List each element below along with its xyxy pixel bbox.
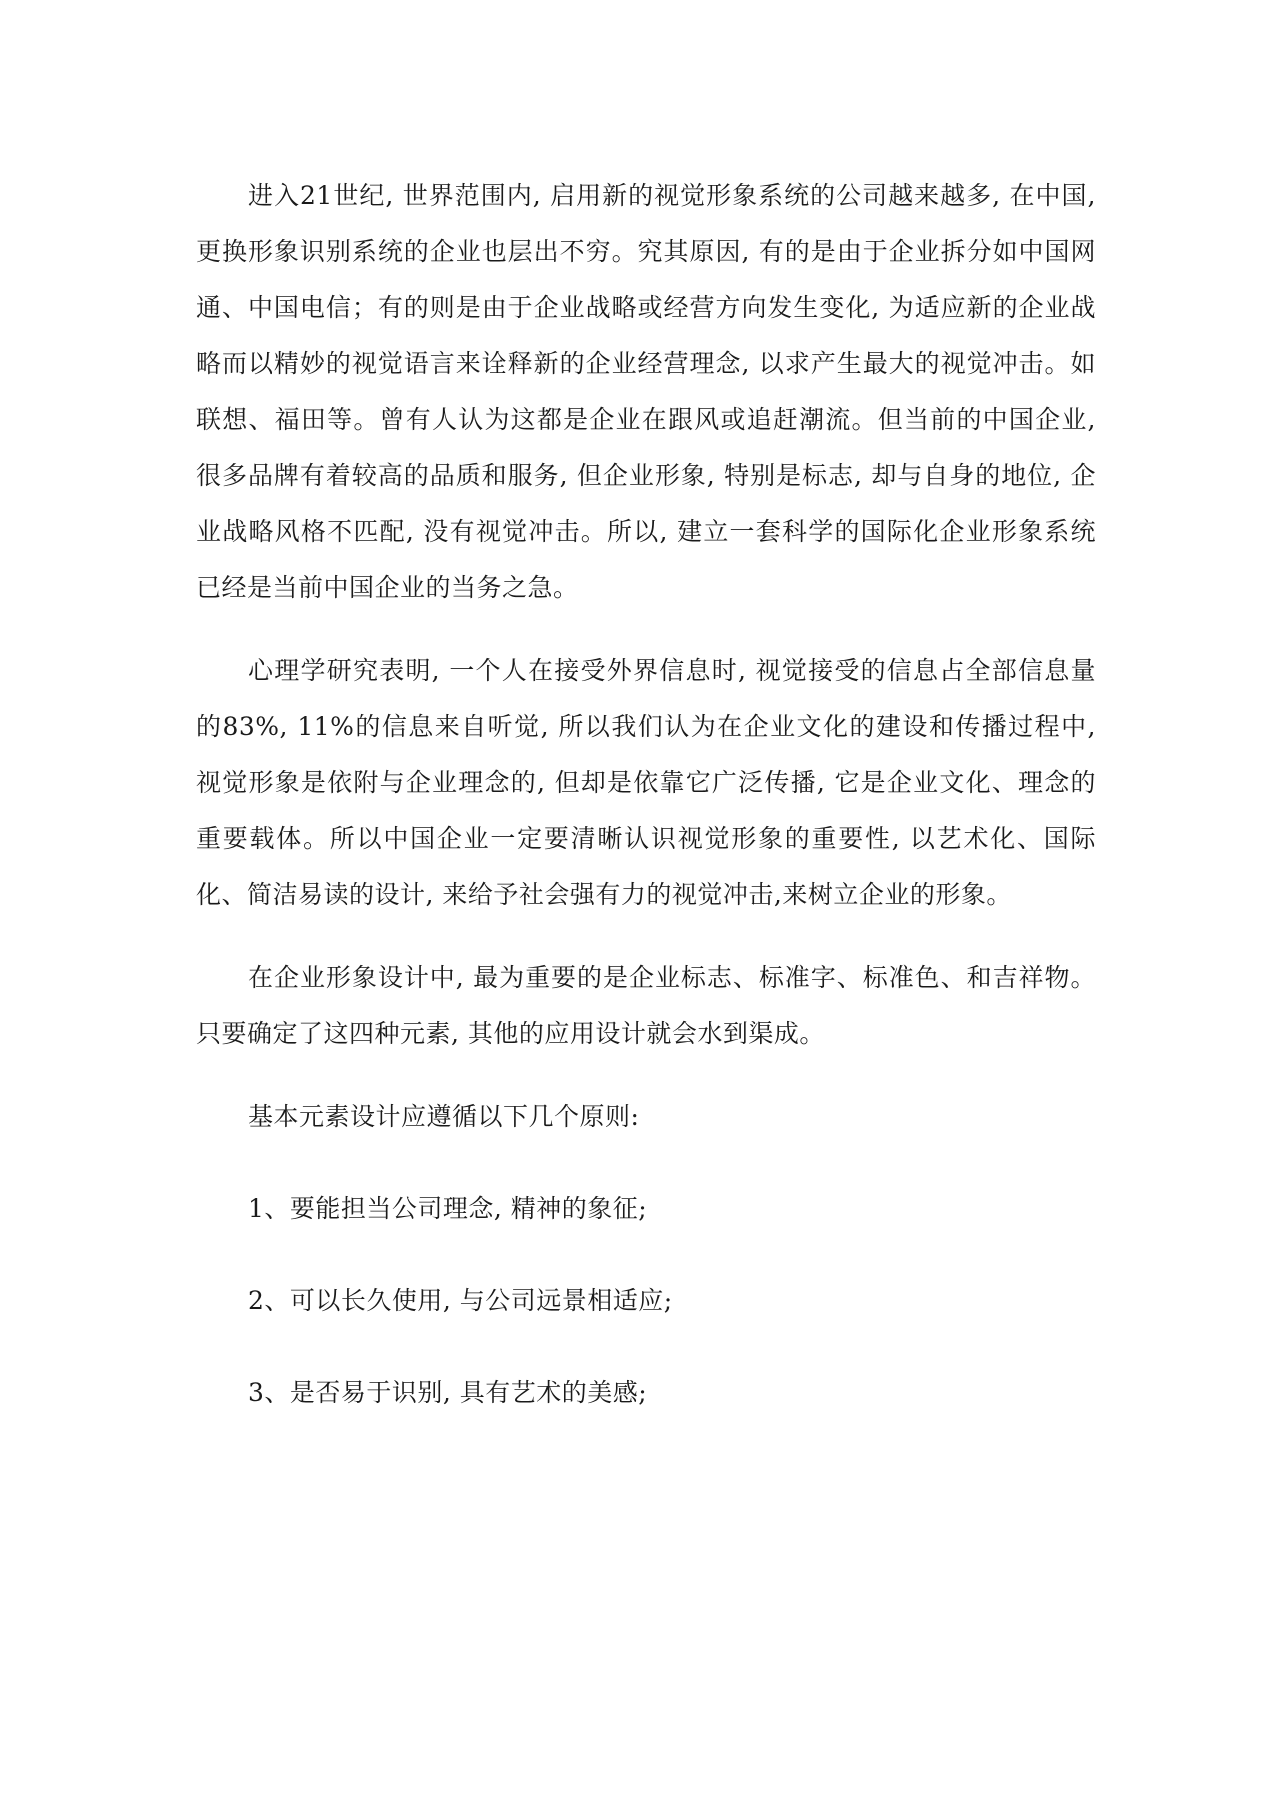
- document-page: [196, 168, 1096, 1457]
- paragraph-psychology: 心理学研究表明, 一个人在接受外界信息时, 视觉接受的信息占全部信息量的83%, 11%的信息来自听觉, 所以我们认为在企业文化的建设和传播过程中, 视觉形象是依附与企业理念的, 但却是依靠它广泛传播, 它是企业文化、理念的重要载体。所以中国企业一定要清晰认识视觉形象的重要性, 以艺术化、国际化、简洁易读的设计, 来给予社会强有力的视觉冲击,来树立企业的形象。: [196, 656, 1096, 909]
- list-item-3: 3、是否易于识别, 具有艺术的美感;: [248, 1378, 648, 1407]
- paragraph-intro: 进入21世纪, 世界范围内, 启用新的视觉形象系统的公司越来越多, 在中国, 更换形象识别系统的企业也层出不穷。究其原因, 有的是由于企业拆分如中国网通、中国电信；有的则是由于企业战略或经营方向发生变化, 为适应新的企业战略而以精妙的视觉语言来诠释新的企业经营理念, 以求产生最大的视觉冲击。如联想、福田等。曾有人认为这都是企业在跟风或追赶潮流。但当前的中国企业, 很多品牌有着较高的品质和服务, 但企业形象, 特别是标志, 却与自身的地位, 企业战略风格不匹配, 没有视觉冲击。所以, 建立一套科学的国际化企业形象系统已经是当前中国企业的当务之急。: [196, 181, 1096, 602]
- paragraph-principles-heading: 基本元素设计应遵循以下几个原则:: [248, 1102, 640, 1131]
- list-item-2: 2、可以长久使用, 与公司远景相适应;: [248, 1286, 673, 1315]
- list-item-1: 1、要能担当公司理念, 精神的象征;: [248, 1194, 648, 1223]
- paragraph-elements: 在企业形象设计中, 最为重要的是企业标志、标准字、标准色、和吉祥物。只要确定了这四种元素, 其他的应用设计就会水到渠成。: [196, 963, 1096, 1048]
